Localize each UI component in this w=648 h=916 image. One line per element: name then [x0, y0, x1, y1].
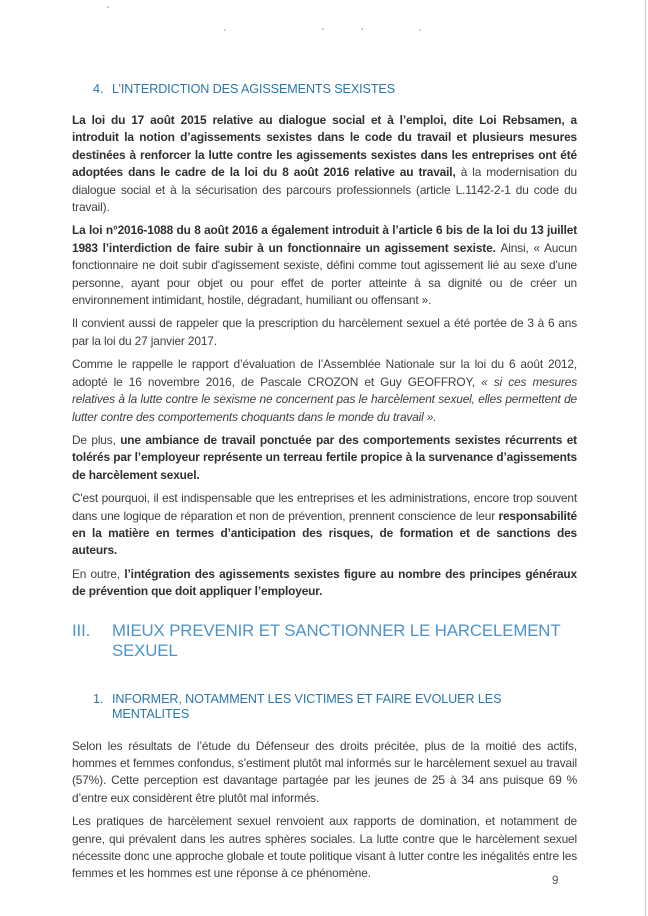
paragraph-8: [72, 738, 577, 808]
text-run: En outre,: [72, 566, 125, 581]
scan-speck: [419, 29, 421, 31]
text-run-bold: l’intégration des agissements sexistes figure au nombre des principes généraux de prévention que doit appliquer l’employeur.: [72, 566, 577, 599]
text-run: Selon les résultats de l’étude du Défenseur des droits précitée, plus de la moitié des actifs, hommes et femmes confondus, s’estiment plutôt mal informés sur le harcèlement sexuel au travail (57%). Cette perception est davantage partagée par les jeunes de 25 à 34 ans puisque 69 % d’entre eux considèrent être plutôt mal informés.: [72, 738, 577, 805]
text-run-bold: une ambiance de travail ponctuée par des comportements sexistes récurrents et tolérés par l’employeur représente un terreau fertile propice à la survenance d’agissements de harcèlement sexuel.: [72, 432, 577, 482]
section-heading-1: [93, 692, 577, 722]
text-run: De plus,: [72, 432, 121, 447]
section-heading-III: [72, 621, 577, 661]
scan-speck: [224, 29, 226, 31]
page-number: 9: [552, 875, 559, 887]
text-run-bold: La loi n°2016-1088 du 8 août 2016 a également introduit à l’article 6 bis de la loi du 13 juillet 1983 l’interdiction de faire subir à un fonctionnaire un agissement sexiste.: [72, 223, 577, 255]
text-run: Comme le rappelle le rapport d’évaluation de l’Assemblée Nationale sur la loi du 6 août 2012, adopté le 16 novembre 2016, de Pascale CROZON et Guy GEOFFROY,: [72, 357, 577, 389]
paragraph-7: [72, 566, 577, 601]
paragraph-4: [72, 356, 577, 426]
paragraph-3: [72, 315, 577, 350]
section-heading-4: [93, 82, 577, 97]
text-run: Ainsi, « Aucun fonctionnaire ne doit subir d'agissement sexiste, défini comme tout agissement lié au sexe d'une personne, ayant pour objet ou pour effet de porter atteinte à sa dignité ou de créer un environnement intimidant, hostile, dégradant, humiliant ou offensant ».: [72, 240, 577, 308]
text-run: C'est pourquoi, il est indispensable que les entreprises et les administrations, encore trop souvent dans une logique de réparation et non de prévention, prennent conscience de leur: [72, 491, 577, 523]
scan-speck: [107, 6, 109, 8]
paragraph-9: [72, 813, 577, 883]
scan-edge-line: [645, 0, 646, 916]
section-title: MIEUX PREVENIR ET SANCTIONNER LE HARCELEMENT SEXUEL: [112, 620, 561, 660]
text-run-bold: responsabilité en la matière en termes d’anticipation des risques, de formation et de sanctions des auteurs.: [72, 508, 577, 558]
section-number: 4.: [93, 82, 104, 96]
paragraph-5: [72, 432, 577, 484]
paragraph-6: [72, 490, 577, 560]
text-run-bold: La loi du 17 août 2015 relative au dialogue social et à l’emploi, dite Loi Rebsamen, a introduit la notion d’agissements sexistes dans le code du travail et plusieurs mesures destinées à renforcer la lutte contre les agissements sexistes dans les entreprises ont été adoptées dans le cadre de la loi du 8 août 2016 relative au travail,: [72, 113, 577, 180]
section-number: III.: [72, 620, 91, 640]
section-title: INFORMER, NOTAMMENT LES VICTIMES ET FAIRE EVOLUER LES MENTALITES: [112, 691, 502, 721]
paragraph-2: [72, 222, 577, 309]
scan-speck: [361, 28, 363, 30]
text-run: à la modernisation du dialogue social et à la sécurisation des parcours professionnels (article L.1142-2-1 du code du travail).: [72, 165, 578, 215]
section-title: L’INTERDICTION DES AGISSEMENTS SEXISTES: [112, 82, 396, 96]
text-run: Il convient aussi de rappeler que la prescription du harcèlement sexuel a été portée de 3 à 6 ans par la loi du 27 janvier 2017.: [72, 316, 577, 348]
page-content: [72, 82, 577, 889]
scan-speck: [322, 28, 324, 30]
paragraph-1: [72, 112, 577, 216]
text-run: Les pratiques de harcèlement sexuel renvoient aux rapports de domination, et notamment de genre, qui prévalent dans les autres sphères sociales. La lutte contre que le harcèlement sexuel nécessite donc une approche globale et toute politique visant à lutter contre les inégalités entre les femmes et les hommes est une réponse à ce phénomène.: [72, 814, 577, 881]
section-number: 1.: [93, 691, 104, 706]
text-run-italic: « si ces mesures relatives à la lutte contre le sexisme ne concernent pas le harcèlement sexuel, elles permettent de lutter contre des comportements choquants dans le monde du travail ».: [72, 374, 578, 424]
